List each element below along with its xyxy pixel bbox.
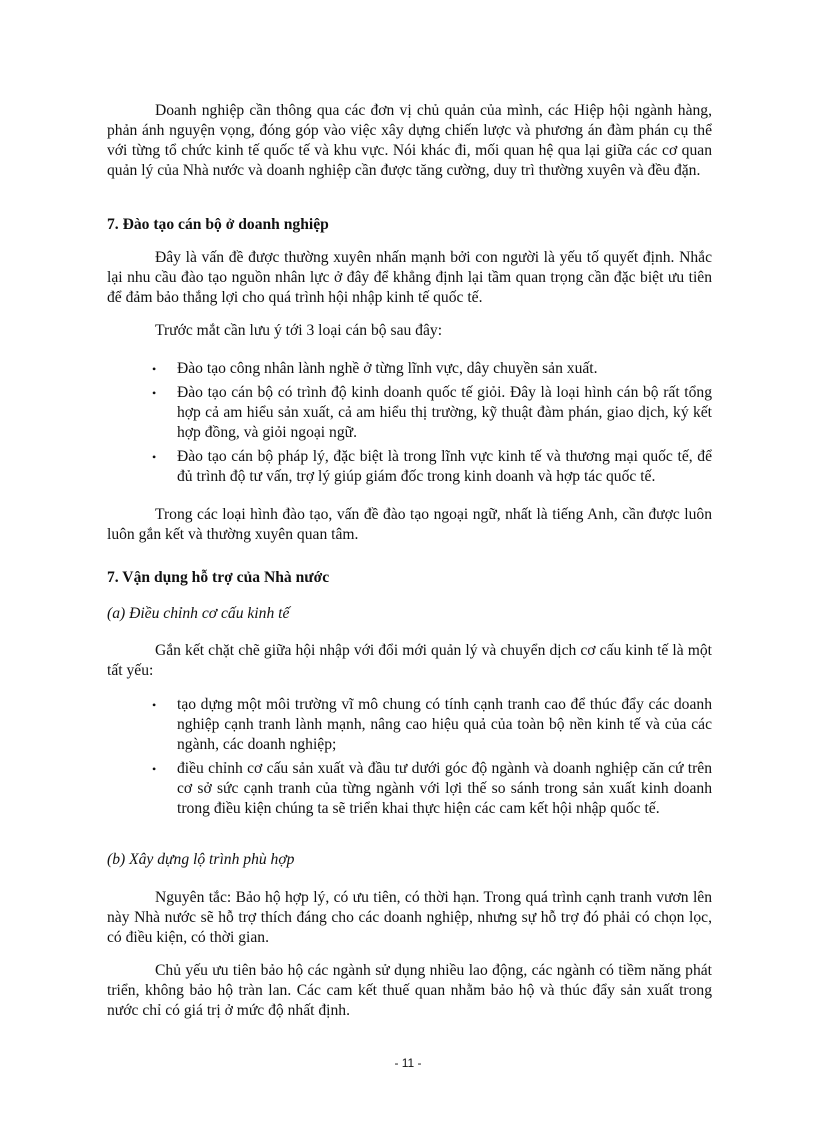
bullet-icon: •: [152, 698, 157, 712]
bullet-icon: •: [152, 762, 157, 776]
list-item: • điều chỉnh cơ cấu sản xuất và đầu tư dưới góc độ ngành và doanh nghiệp căn cứ trên cơ sở sức cạnh tranh của từng ngành với lợi thế so sánh trong sản xuất kinh doanh trong điều kiện chúng ta sẽ triển khai thực hiện các cam kết hội nhập quốc tế.: [152, 760, 712, 817]
list-item: • tạo dựng một môi trường vĩ mô chung có tính cạnh tranh cao để thúc đẩy các doanh nghiệp cạnh tranh lành mạnh, nâng cao hiệu quả của toàn bộ nền kinh tế và của các ngành, các doanh nghiệp;: [152, 696, 712, 753]
page-number: - 11 -: [394, 1056, 422, 1070]
paragraph-integration-link: Gắn kết chặt chẽ giữa hội nhập với đổi mới quản lý và chuyển dịch cơ cấu kinh tế là một tất yếu:: [107, 642, 712, 679]
bullet-icon: •: [152, 362, 157, 376]
heading-staff-training: 7. Đào tạo cán bộ ở doanh nghiệp: [107, 216, 329, 233]
paragraph-enterprise-feedback: Doanh nghiệp cần thông qua các đơn vị chủ quản của mình, các Hiệp hội ngành hàng, phản ánh nguyện vọng, đóng góp vào việc xây dựng chiến lược và phương án đàm phán cụ thể với từng tổ chức kinh tế quốc tế và khu vực. Nói khác đi, mối quan hệ qua lại giữa các cơ quan quản lý của Nhà nước và doanh nghiệp cần được tăng cường, duy trì thường xuyên và đều đặn.: [107, 102, 712, 179]
bullet-icon: •: [152, 386, 157, 400]
bullet-icon: •: [152, 450, 157, 464]
paragraph-protection-priority: Chủ yếu ưu tiên bảo hộ các ngành sử dụng nhiều lao động, các ngành có tiềm năng phát triển, không bảo hộ tràn lan. Các cam kết thuế quan nhằm bảo hộ và thúc đẩy sản xuất trong nước chỉ có giá trị ở mức độ nhất định.: [107, 962, 712, 1019]
list-item: • Đào tạo công nhân lành nghề ở từng lĩnh vực, dây chuyền sản xuất.: [152, 360, 598, 377]
subheading-roadmap: (b) Xây dựng lộ trình phù hợp: [107, 851, 295, 868]
heading-state-support: 7. Vận dụng hỗ trợ của Nhà nước: [107, 569, 330, 586]
paragraph-training-importance: Đây là vấn đề được thường xuyên nhấn mạnh bởi con người là yếu tố quyết định. Nhắc lại nhu cầu đào tạo nguồn nhân lực ở đây để khẳng định lại tầm quan trọng cần đặc biệt ưu tiên để đảm bảo thắng lợi cho quá trình hội nhập kinh tế quốc tế.: [107, 249, 712, 306]
paragraph-protection-principle: Nguyên tắc: Bảo hộ hợp lý, có ưu tiên, có thời hạn. Trong quá trình cạnh tranh vươn lên này Nhà nước sẽ hỗ trợ thích đáng cho các doanh nghiệp, nhưng sự hỗ trợ đó phải có chọn lọc, có điều kiện, có thời gian.: [107, 889, 712, 946]
training-bullet-list: [152, 359, 712, 491]
state-bullet-list: [152, 695, 712, 823]
list-item: • Đào tạo cán bộ có trình độ kinh doanh quốc tế giỏi. Đây là loại hình cán bộ rất tổng hợp cả am hiểu sản xuất, cả am hiểu thị trường, kỹ thuật đàm phán, giao dịch, ký kết hợp đồng, và giỏi ngoại ngữ.: [152, 384, 712, 441]
paragraph-three-types: Trước mắt cần lưu ý tới 3 loại cán bộ sau đây:: [155, 322, 443, 339]
paragraph-language-training: Trong các loại hình đào tạo, vấn đề đào tạo ngoại ngữ, nhất là tiếng Anh, cần được luôn luôn gắn kết và thường xuyên quan tâm.: [107, 506, 712, 543]
list-item: • Đào tạo cán bộ pháp lý, đặc biệt là trong lĩnh vực kinh tế và thương mại quốc tế, để đủ trình độ tư vấn, trợ lý giúp giám đốc trong kinh doanh và hợp tác quốc tế.: [152, 448, 712, 485]
subheading-economic-restructuring: (a) Điều chỉnh cơ cấu kinh tế: [107, 605, 290, 622]
